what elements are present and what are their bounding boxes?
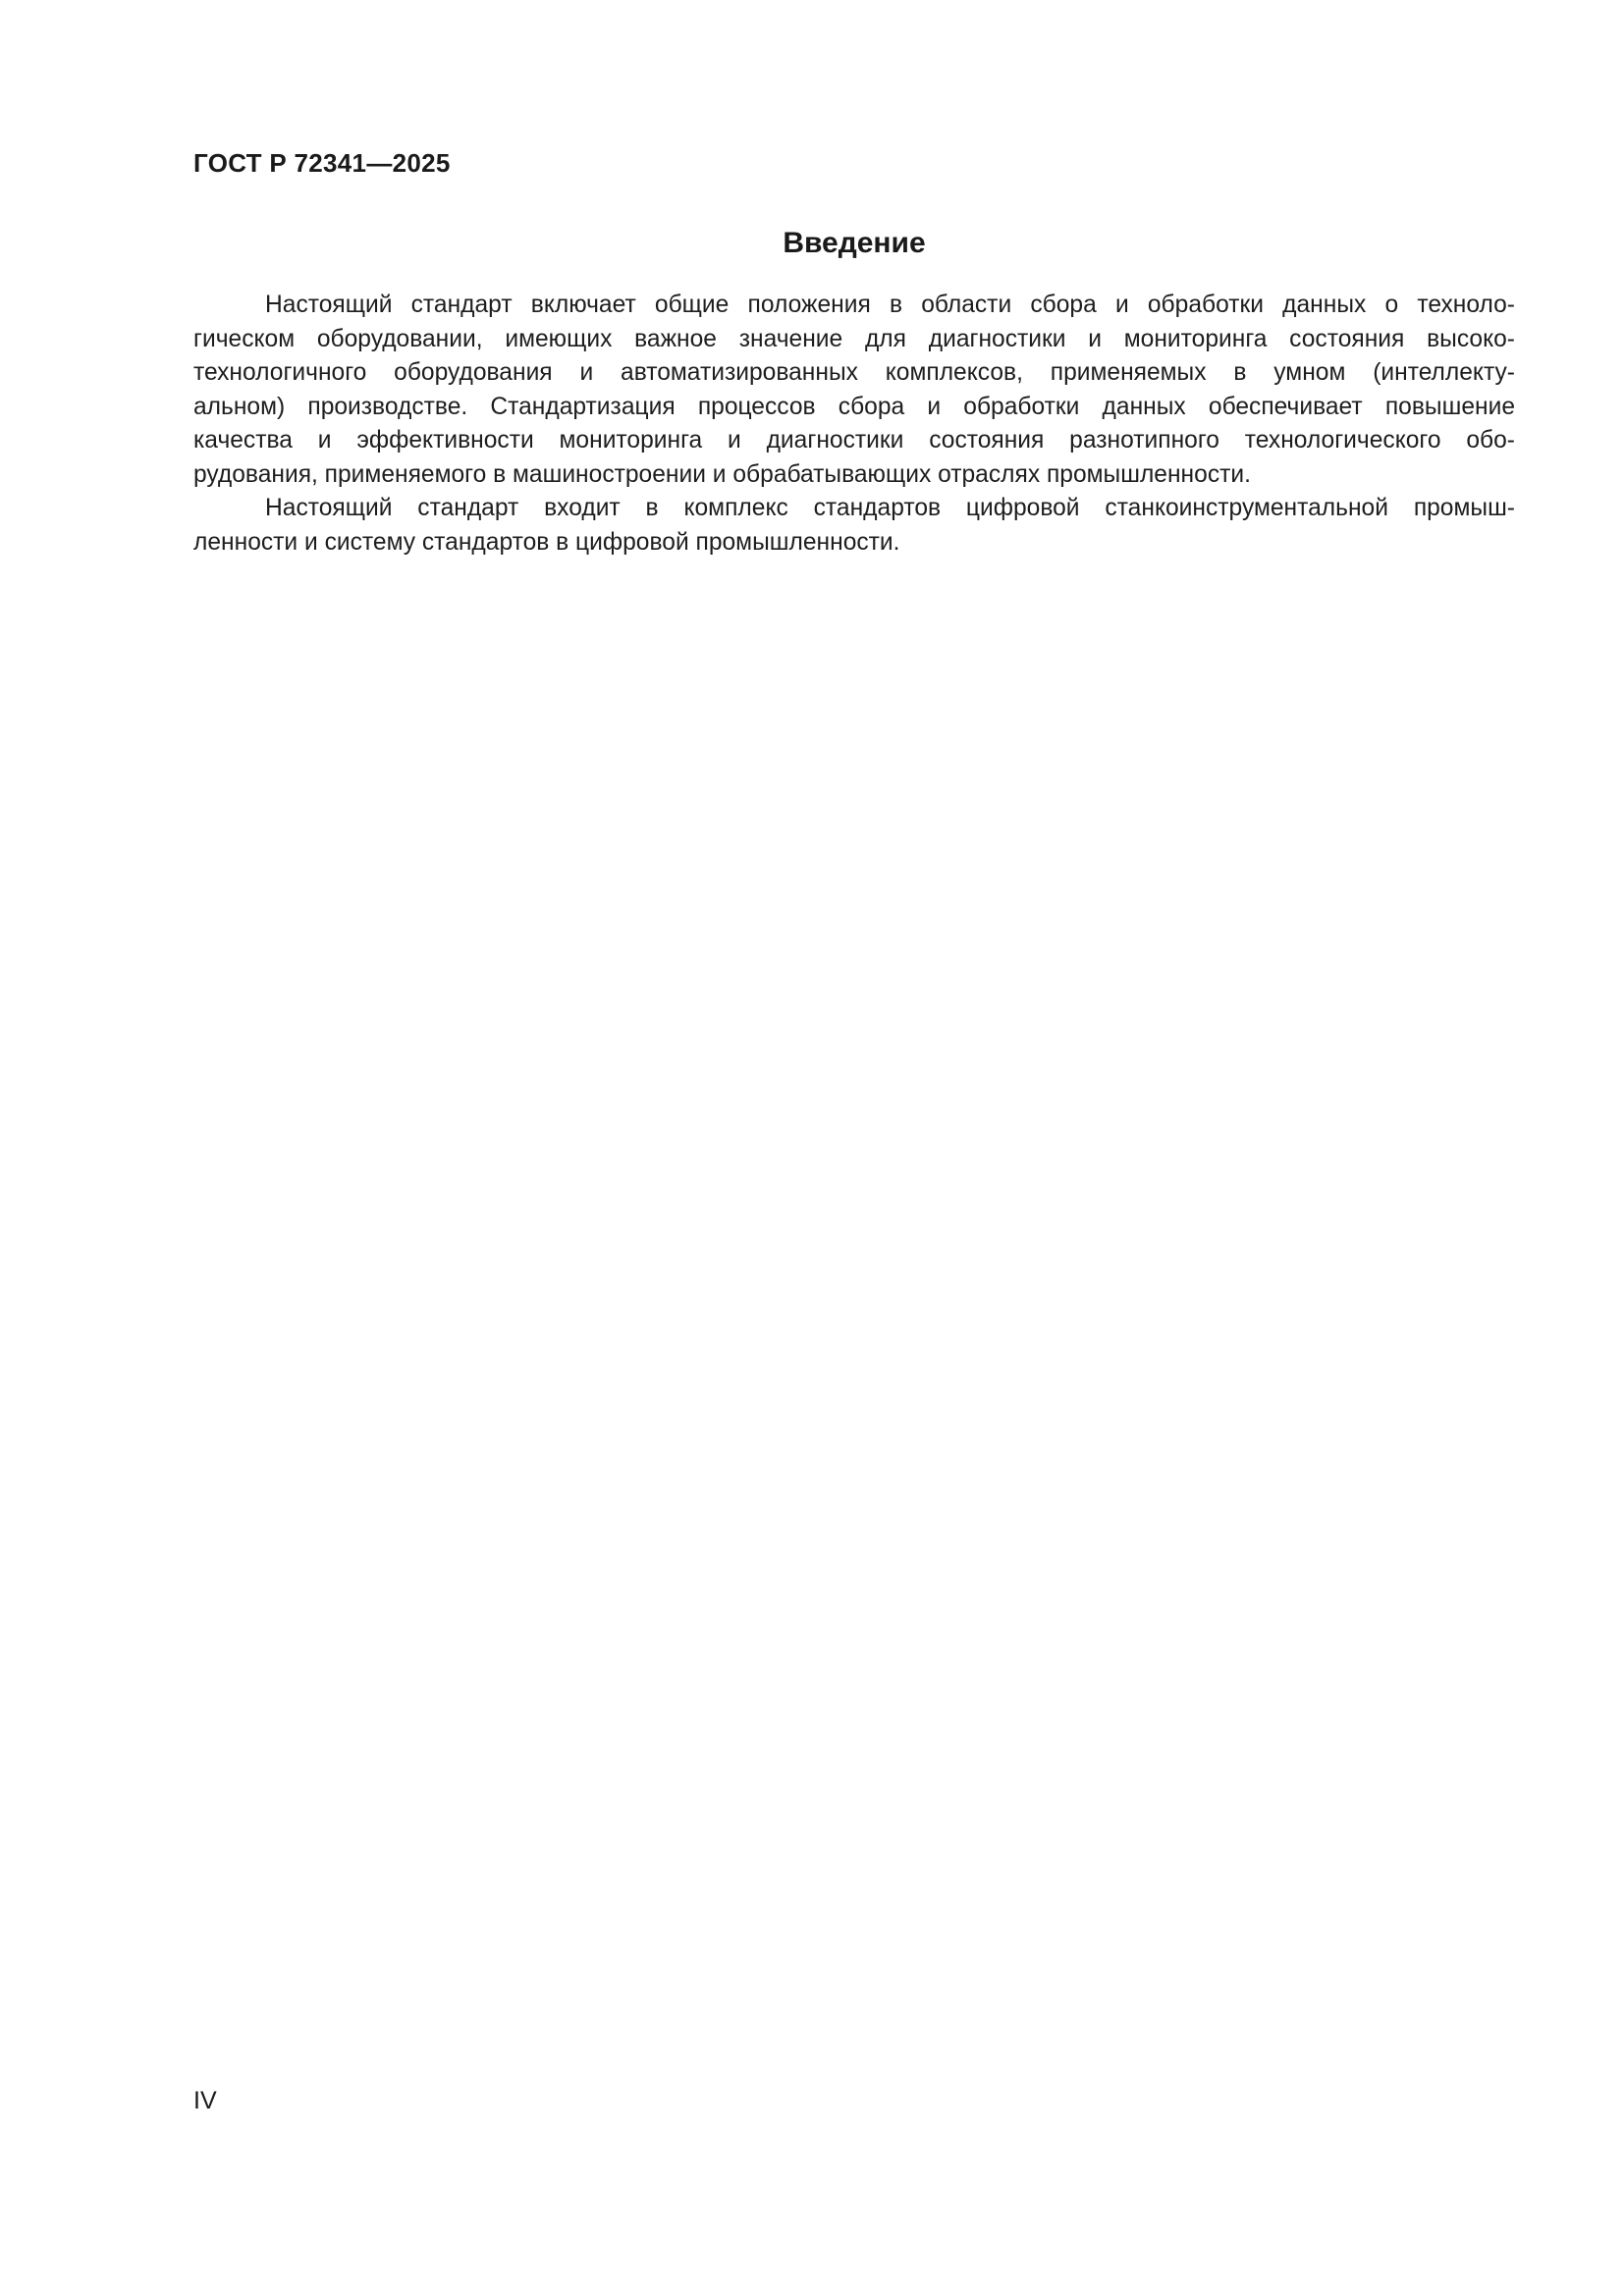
paragraph-1-line-3: технологичного оборудования и автоматизированных комплексов, применяемых в умном (интеллекту-: [193, 359, 1515, 386]
document-code-header: ГОСТ Р 72341—2025: [193, 148, 451, 178]
paragraph-2: [193, 492, 1515, 560]
paragraph-1-line-1: Настоящий стандарт включает общие положения в области сбора и обработки данных о техноло-: [265, 292, 1515, 318]
paragraph-2-line-1: Настоящий стандарт входит в комплекс стандартов цифровой станкоинструментальной промыш-: [265, 495, 1515, 521]
paragraph-1-line-5: качества и эффективности мониторинга и диагностики состояния разнотипного технологического обо-: [193, 427, 1515, 454]
body-text: [193, 289, 1515, 560]
section-title: Введение: [783, 227, 926, 259]
paragraph-1-line-2: гическом оборудовании, имеющих важное значение для диагностики и мониторинга состояния высоко-: [193, 325, 1515, 352]
paragraph-1: [193, 289, 1515, 492]
paragraph-2-line-2: ленности и систему стандартов в цифровой промышленности.: [193, 528, 900, 556]
paragraph-1-line-4: альном) производстве. Стандартизация процессов сбора и обработки данных обеспечивает повышение: [193, 393, 1515, 420]
page-number: IV: [193, 2087, 217, 2114]
paragraph-1-line-6: рудования, применяемого в машиностроении и обрабатывающих отраслях промышленности.: [193, 460, 1251, 488]
